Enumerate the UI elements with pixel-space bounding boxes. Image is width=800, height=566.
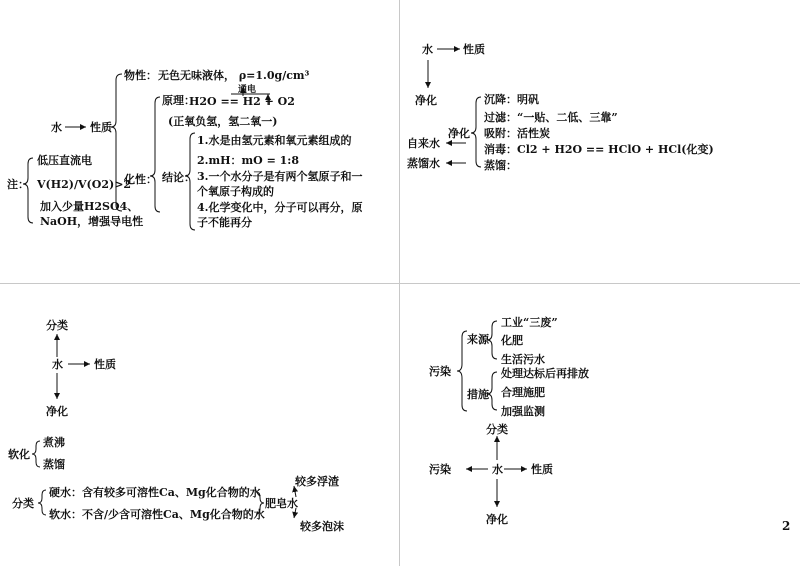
q1-conclusion-2: 2.mH：mO = 1:8 xyxy=(197,154,299,167)
q4-measure-monitor: 加强监测 xyxy=(501,405,545,418)
q2-properties: 性质 xyxy=(463,43,485,56)
q1-note-3: 加入少量H2SO4、 xyxy=(40,200,139,213)
q1-mnemonic: (正氧负氢，氢二氧一) xyxy=(168,115,278,128)
q1-conclusion-3a: 3.一个水分子是有两个氢原子和一 xyxy=(197,170,363,183)
q2-tap-water: 自来水 xyxy=(407,137,440,150)
q1-chemical-label: 化性： xyxy=(124,173,157,186)
q3-water: 水 xyxy=(52,358,63,371)
q2-step-3-text: 活性炭 xyxy=(517,127,550,140)
q1-conclusion-4b: 子不能再分 xyxy=(197,216,252,229)
q1-condition: 通电 xyxy=(238,85,257,95)
q1-note-label: 注： xyxy=(7,178,29,191)
q3-soap-water: 肥皂水 xyxy=(265,497,298,510)
q1-principle-label: 原理： xyxy=(162,94,195,107)
q2-step-1-text: 明矾 xyxy=(517,93,539,106)
q1-note-1: 低压直流电 xyxy=(37,154,92,167)
q1-conclusion-3b: 个氧原子构成的 xyxy=(197,185,274,198)
q2-step-1-label: 沉降： xyxy=(484,93,517,106)
q4-measure-fertilize: 合理施肥 xyxy=(501,386,545,399)
q2-step-2-label: 过滤： xyxy=(484,111,517,124)
q2-distilled-water: 蒸馏水 xyxy=(407,157,440,170)
q4-sources: 来源 xyxy=(467,333,489,346)
q3-soften-distill: 蒸馏 xyxy=(43,458,65,471)
q3-soft-water: 软水：不含/少含可溶性Ca、Mg化合物的水 xyxy=(49,508,265,521)
q1-properties: 性质 xyxy=(90,121,112,134)
q1-physical-label: 物性： xyxy=(124,69,157,82)
q1-conclusion-1: 1.水是由氢元素和氧元素组成的 xyxy=(197,134,352,147)
q1-formula: H2O == H2 + O2 xyxy=(189,95,295,108)
q4-source-industrial: 工业“三废” xyxy=(501,316,558,329)
q4-measure-treat: 处理达标后再排放 xyxy=(501,367,589,380)
q3-classify-2: 分类 xyxy=(12,497,34,510)
q2-purify: 净化 xyxy=(415,94,437,107)
q1-water: 水 xyxy=(51,121,62,134)
page-number: 2 xyxy=(782,519,791,533)
q3-scum: 较多浮渣 xyxy=(295,475,339,488)
q4-source-fertilizer: 化肥 xyxy=(501,334,523,347)
q4-measures: 措施 xyxy=(467,388,489,401)
q2-step-5-label: 蒸馏： xyxy=(484,159,517,172)
q2-water: 水 xyxy=(422,43,433,56)
q4-pollution: 污染 xyxy=(429,365,451,378)
q3-soften: 软化 xyxy=(8,448,30,461)
q2-step-4-label: 消毒： xyxy=(484,143,517,156)
q4-pollution-2: 污染 xyxy=(429,463,451,476)
q2-step-4-text: Cl2 + H2O == HClO + HCl(化变) xyxy=(517,143,714,156)
q1-conclusion-4a: 4.化学变化中，分子可以再分，原 xyxy=(197,201,363,214)
q1-note-2: V(H2)/V(O2)>2 xyxy=(37,178,132,191)
q1-conclusion-label: 结论： xyxy=(162,171,195,184)
q1-physical-text: 无色无味液体， ρ=1.0g/cm³ xyxy=(158,69,310,82)
q3-hard-water: 硬水：含有较多可溶性Ca、Mg化合物的水 xyxy=(49,486,261,499)
q3-properties: 性质 xyxy=(94,358,116,371)
q4-water: 水 xyxy=(492,463,503,476)
q3-soften-boil: 煮沸 xyxy=(43,436,65,449)
q4-properties: 性质 xyxy=(531,463,553,476)
q3-purify: 净化 xyxy=(46,405,68,418)
q3-foam: 较多泡沫 xyxy=(300,520,344,533)
q3-classify: 分类 xyxy=(46,319,68,332)
q1-note-4: NaOH，增强导电性 xyxy=(40,215,144,228)
q4-source-sewage: 生活污水 xyxy=(501,353,545,366)
q4-classify: 分类 xyxy=(486,423,508,436)
q4-purify: 净化 xyxy=(486,513,508,526)
q2-step-2-text: “一贴、二低、三靠” xyxy=(517,111,618,124)
q2-step-3-label: 吸附： xyxy=(484,127,517,140)
q2-purify-inner: 净化 xyxy=(448,127,470,140)
